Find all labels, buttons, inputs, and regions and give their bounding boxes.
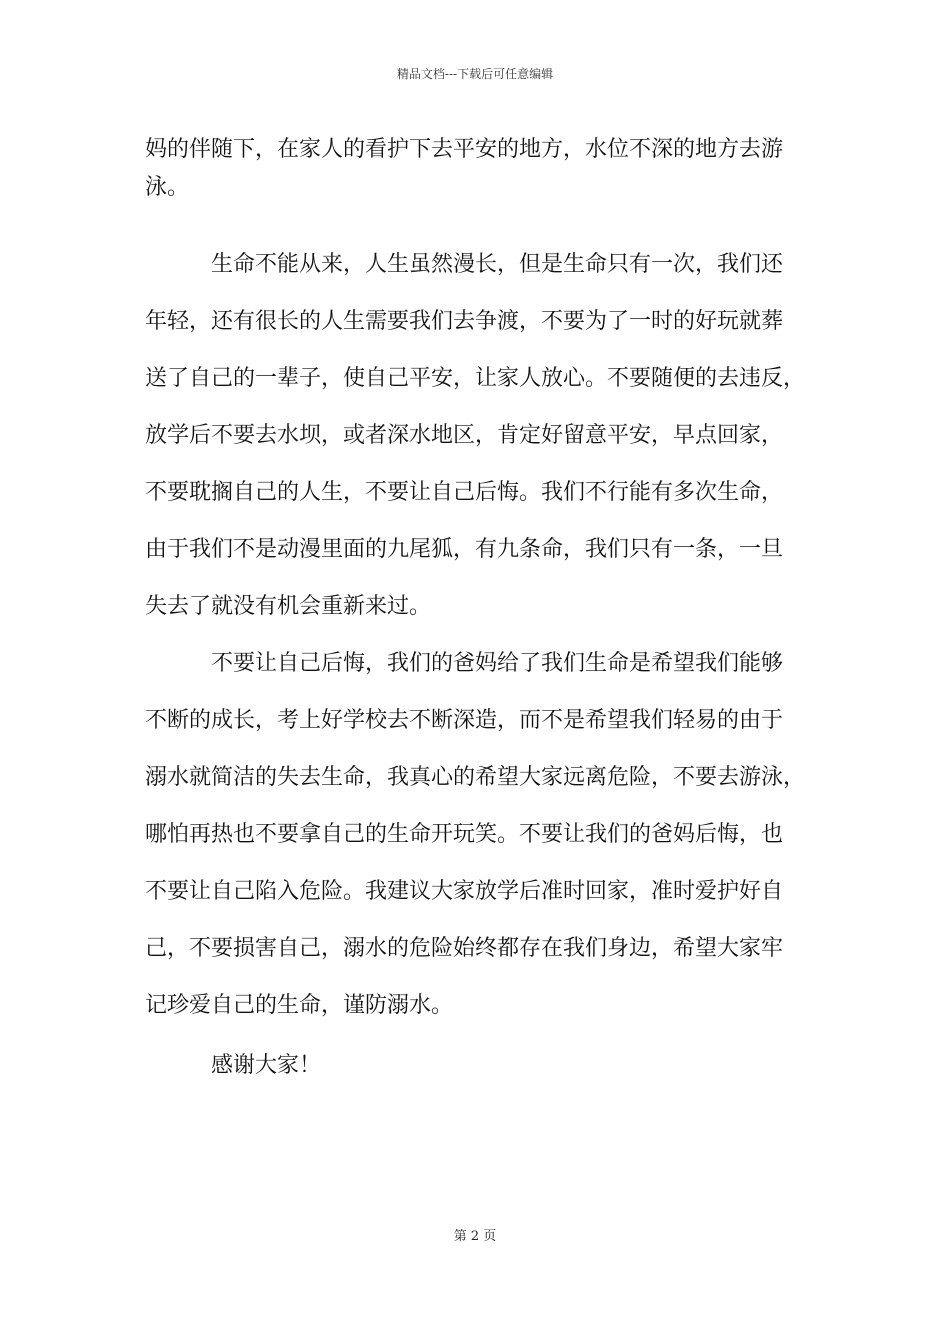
closing-thanks: 感谢大家！ bbox=[211, 1053, 322, 1078]
paragraph-3-line-4: 哪怕再热也不要拿自己的生命开玩笑。不要让我们的爸妈后悔，也 bbox=[145, 822, 784, 847]
paragraph-2-line-7: 失去了就没有机会重新来过。 bbox=[145, 594, 432, 619]
paragraph-2-line-2: 年轻，还有很长的人生需要我们去争渡，不要为了一时的好玩就葬 bbox=[145, 309, 784, 334]
paragraph-2-line-5: 不要耽搁自己的人生，不要让自己后悔。我们不行能有多次生命， bbox=[145, 480, 784, 505]
paragraph-2-line-3: 送了自己的一辈子，使自己平安，让家人放心。不要随便的去违反， bbox=[145, 366, 806, 391]
paragraph-3-line-6: 己，不要损害自己，溺水的危险始终都存在我们身边，希望大家牢 bbox=[145, 936, 784, 961]
paragraph-2-line-1: 生命不能从来，人生虽然漫长，但是生命只有一次，我们还 bbox=[211, 252, 784, 277]
paragraph-3-line-2: 不断的成长，考上好学校去不断深造，而不是希望我们轻易的由于 bbox=[145, 708, 784, 733]
paragraph-3-line-5: 不要让自己陷入危险。我建议大家放学后准时回家，准时爱护好自 bbox=[145, 879, 784, 904]
paragraph-1-line-1: 妈的伴随下，在家人的看护下去平安的地方，水位不深的地方去游 bbox=[145, 137, 784, 162]
paragraph-3-line-7: 记珍爱自己的生命，谨防溺水。 bbox=[145, 993, 454, 1018]
paragraph-2-line-4: 放学后不要去水坝，或者深水地区，肯定好留意平安，早点回家， bbox=[145, 423, 784, 448]
page-header: 精品文档---下载后可任意编辑 bbox=[396, 67, 554, 81]
paragraph-1-line-2: 泳。 bbox=[145, 175, 190, 200]
page-number: 第 2 页 bbox=[453, 1229, 497, 1244]
paragraph-3-line-3: 溺水就简洁的失去生命，我真心的希望大家远离危险，不要去游泳， bbox=[145, 765, 806, 790]
paragraph-2-line-6: 由于我们不是动漫里面的九尾狐，有九条命，我们只有一条，一旦 bbox=[145, 537, 784, 562]
paragraph-3-line-1: 不要让自己后悔，我们的爸妈给了我们生命是希望我们能够 bbox=[211, 651, 784, 676]
